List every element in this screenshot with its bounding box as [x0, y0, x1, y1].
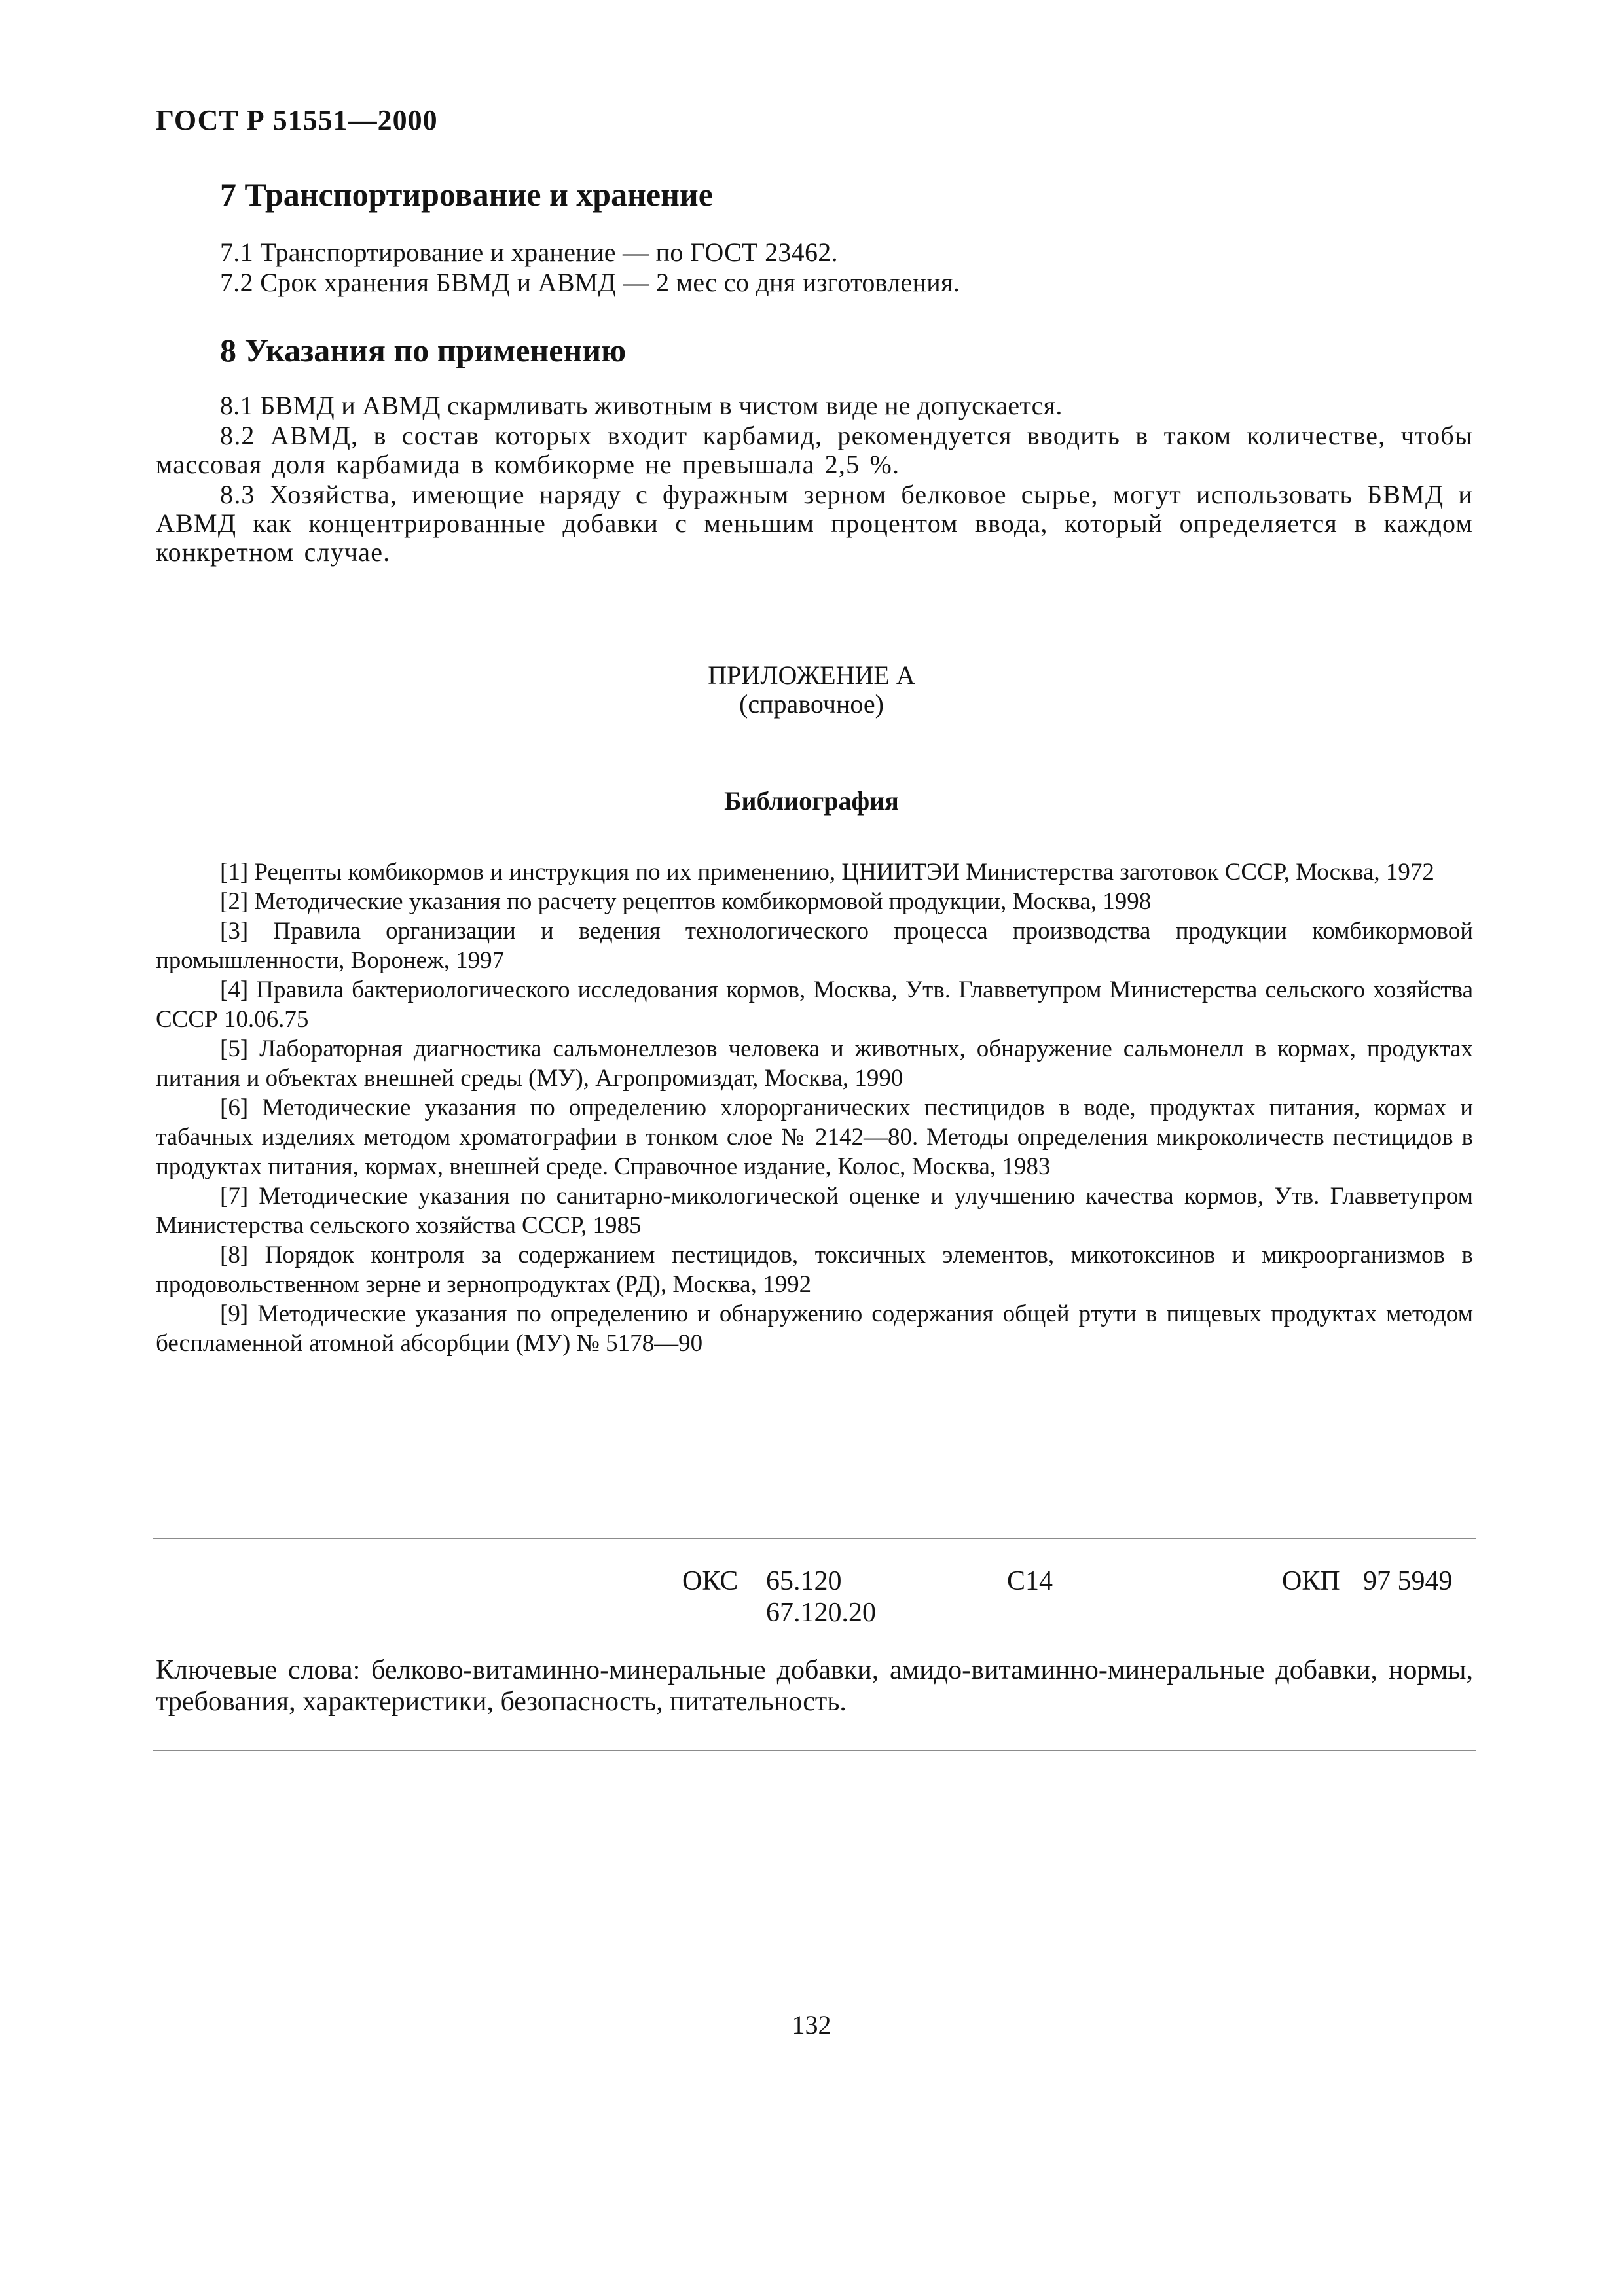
bibliography-item: [2] Методические указания по расчету рецептов комбикормовой продукции, Москва, 1998 — [220, 888, 1152, 915]
footer-top-divider — [153, 1538, 1476, 1539]
bibliography-item: [3] Правила организации и ведения технологического процесса производства продукции комбикормовой промышленности, Воронеж, 1997 — [156, 918, 1473, 974]
oks-code-2: 67.120.20 — [766, 1598, 876, 1628]
section-8-paragraph-2: 8.2 АВМД, в состав которых входит карбамид, рекомендуется вводить в таком количестве, чтобы массовая доля карбамида в комбикорме не превышала 2,5 %. — [156, 421, 1473, 479]
section-8-paragraph-3: 8.3 Хозяйства, имеющие наряду с фуражным зерном белковое сырье, могут использовать БВМД и АВМД как концентрированные добавки с меньшим процентом ввода, который определяется в каждом конкретном случае. — [156, 480, 1473, 567]
oks-code-1: 65.120 — [766, 1566, 842, 1596]
okp-code: 97 5949 — [1363, 1566, 1453, 1596]
okp-label: ОКП — [1282, 1566, 1340, 1596]
document-header: ГОСТ Р 51551—2000 — [156, 104, 438, 136]
section-8-paragraph-1: 8.1 БВМД и АВМД скармливать животным в чистом виде не допускается. — [220, 391, 1063, 420]
bibliography-item: [5] Лабораторная диагностика сальмонеллезов человека и животных, обнаружение сальмонелл в кормах, продуктах питания и объектах внешней среды (МУ), Агропромиздат, Москва, 1990 — [156, 1035, 1473, 1092]
oks-label: ОКС — [682, 1566, 739, 1596]
bibliography-item: [8] Порядок контроля за содержанием пестицидов, токсичных элементов, микотоксинов и микроорганизмов в продовольственном зерне и зернопродуктах (РД), Москва, 1992 — [156, 1242, 1473, 1298]
bibliography-item: [9] Методические указания по определению и обнаружению содержания общей ртути в пищевых продуктах методом беспламенной атомной абсорбции (МУ) № 5178—90 — [156, 1300, 1473, 1357]
keywords: Ключевые слова: белково-витаминно-минеральные добавки, амидо-витаминно-минеральные добавки, нормы, требования, характеристики, безопасность, питательность. — [156, 1655, 1473, 1717]
section-7-paragraph-1: 7.1 Транспортирование и хранение — по ГОСТ 23462. — [220, 238, 838, 267]
appendix-subtitle: (справочное) — [739, 689, 884, 719]
section-8-title: 8 Указания по применению — [220, 332, 627, 368]
appendix-title: ПРИЛОЖЕНИЕ А — [708, 660, 915, 690]
footer-bottom-divider — [153, 1750, 1476, 1751]
page-number: 132 — [792, 2010, 831, 2039]
section-7-paragraph-2: 7.2 Срок хранения БВМД и АВМД — 2 мес со дня изготовления. — [220, 268, 960, 297]
bibliography-item: [7] Методические указания по санитарно-микологической оценке и улучшению качества кормов, Утв. Главветупром Министерства сельского хозяйства СССР, 1985 — [156, 1183, 1473, 1239]
bibliography-list — [156, 857, 1473, 1358]
group-code: С14 — [1007, 1566, 1053, 1596]
section-7-title: 7 Транспортирование и хранение — [220, 176, 713, 213]
bibliography-item: [1] Рецепты комбикормов и инструкция по их применению, ЦНИИТЭИ Министерства заготовок СССР, Москва, 1972 — [220, 859, 1434, 886]
bibliography-item: [6] Методические указания по определению хлорорганических пестицидов в воде, продуктах питания, кормах и табачных изделиях методом хроматографии в тонком слое № 2142—80. Методы определения микроколичеств пестицидов в продуктах питания, кормах, внешней среде. Справочное издание, Колос, Москва, 1983 — [156, 1094, 1473, 1180]
bibliography-item: [4] Правила бактериологического исследования кормов, Москва, Утв. Главветупром Министерства сельского хозяйства СССР 10.06.75 — [156, 977, 1473, 1033]
bibliography-title: Библиография — [724, 786, 899, 816]
